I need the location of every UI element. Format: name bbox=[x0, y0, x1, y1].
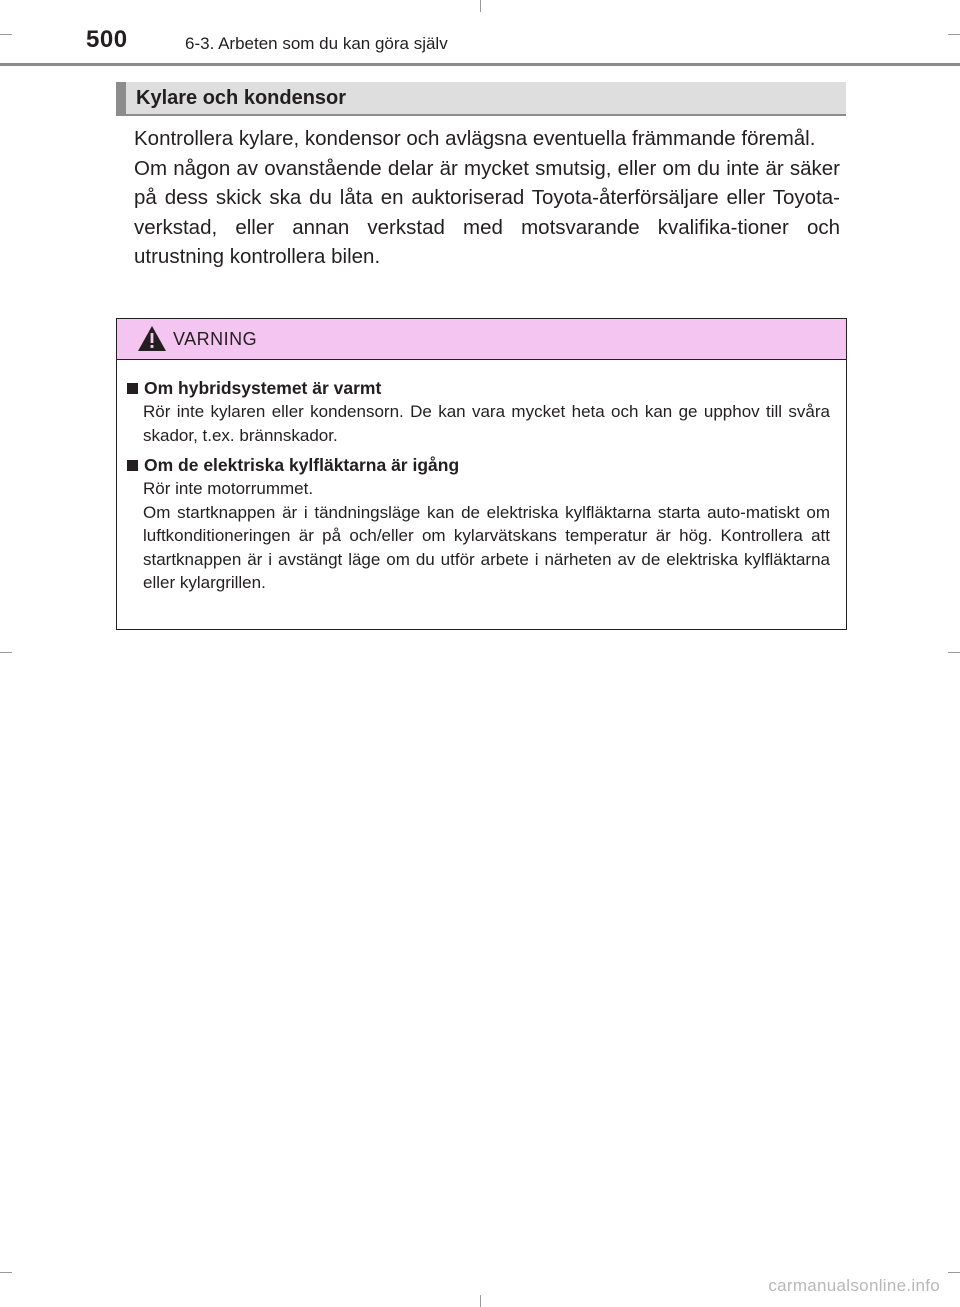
watermark: carmanualsonline.info bbox=[768, 1276, 940, 1295]
crop-mark bbox=[480, 0, 481, 12]
warning-content bbox=[117, 360, 846, 595]
warning-item-heading bbox=[127, 453, 830, 477]
bullet-square-icon bbox=[127, 383, 138, 394]
section-heading bbox=[116, 82, 846, 116]
crop-mark bbox=[948, 1272, 960, 1273]
warning-item-body bbox=[127, 477, 830, 595]
crop-mark bbox=[948, 652, 960, 653]
warning-header bbox=[117, 319, 846, 360]
section-title: Kylare och kondensor bbox=[136, 87, 347, 109]
section-body bbox=[134, 124, 840, 272]
warning-title: VARNING bbox=[173, 329, 258, 349]
warning-paragraph: Rör inte kylaren eller kondensorn. De kan vara mycket heta och kan ge upphov till svåra skador, t.ex. brännskador. bbox=[143, 402, 830, 445]
warning-item-body bbox=[127, 400, 830, 447]
crop-mark bbox=[0, 1272, 12, 1273]
bullet-square-icon bbox=[127, 460, 138, 471]
warning-paragraph: Rör inte motorrummet. bbox=[143, 479, 314, 498]
body-paragraph: Om någon av ovanstående delar är mycket smutsig, eller om du inte är säker på dess skick ska du låta en auktoriserad Toyota-återförsäljare eller Toyota-verkstad, eller annan verkstad med motsvarande kvalifika-tioner och utrustning kontrollera bilen. bbox=[134, 156, 840, 268]
warning-item-heading-text: Om de elektriska kylfläktarna är igång bbox=[144, 455, 460, 475]
running-header: 6-3. Arbeten som du kan göra själv bbox=[185, 34, 448, 53]
crop-mark bbox=[0, 652, 12, 653]
crop-mark bbox=[0, 34, 12, 35]
warning-item bbox=[127, 376, 830, 447]
warning-triangle-icon bbox=[137, 325, 167, 352]
crop-mark bbox=[480, 1295, 481, 1307]
body-paragraph: Kontrollera kylare, kondensor och avlägsna eventuella främmande föremål. bbox=[134, 127, 816, 150]
warning-paragraph: Om startknappen är i tändningsläge kan de elektriska kylfläktarna starta auto-matiskt om luftkonditioneringen är på och/eller om kylarvätskans temperatur är hög. Kontrollera att startknappen är i avstängt läge om du utför arbete i närheten av de elektriska kylfläktarna eller kylargrillen. bbox=[143, 502, 830, 592]
crop-mark bbox=[948, 34, 960, 35]
warning-item-heading-text: Om hybridsystemet är varmt bbox=[144, 378, 382, 398]
page-number: 500 bbox=[86, 26, 128, 53]
header-rule bbox=[0, 63, 960, 66]
warning-box bbox=[116, 318, 847, 630]
warning-item-heading bbox=[127, 376, 830, 400]
warning-item bbox=[127, 453, 830, 595]
